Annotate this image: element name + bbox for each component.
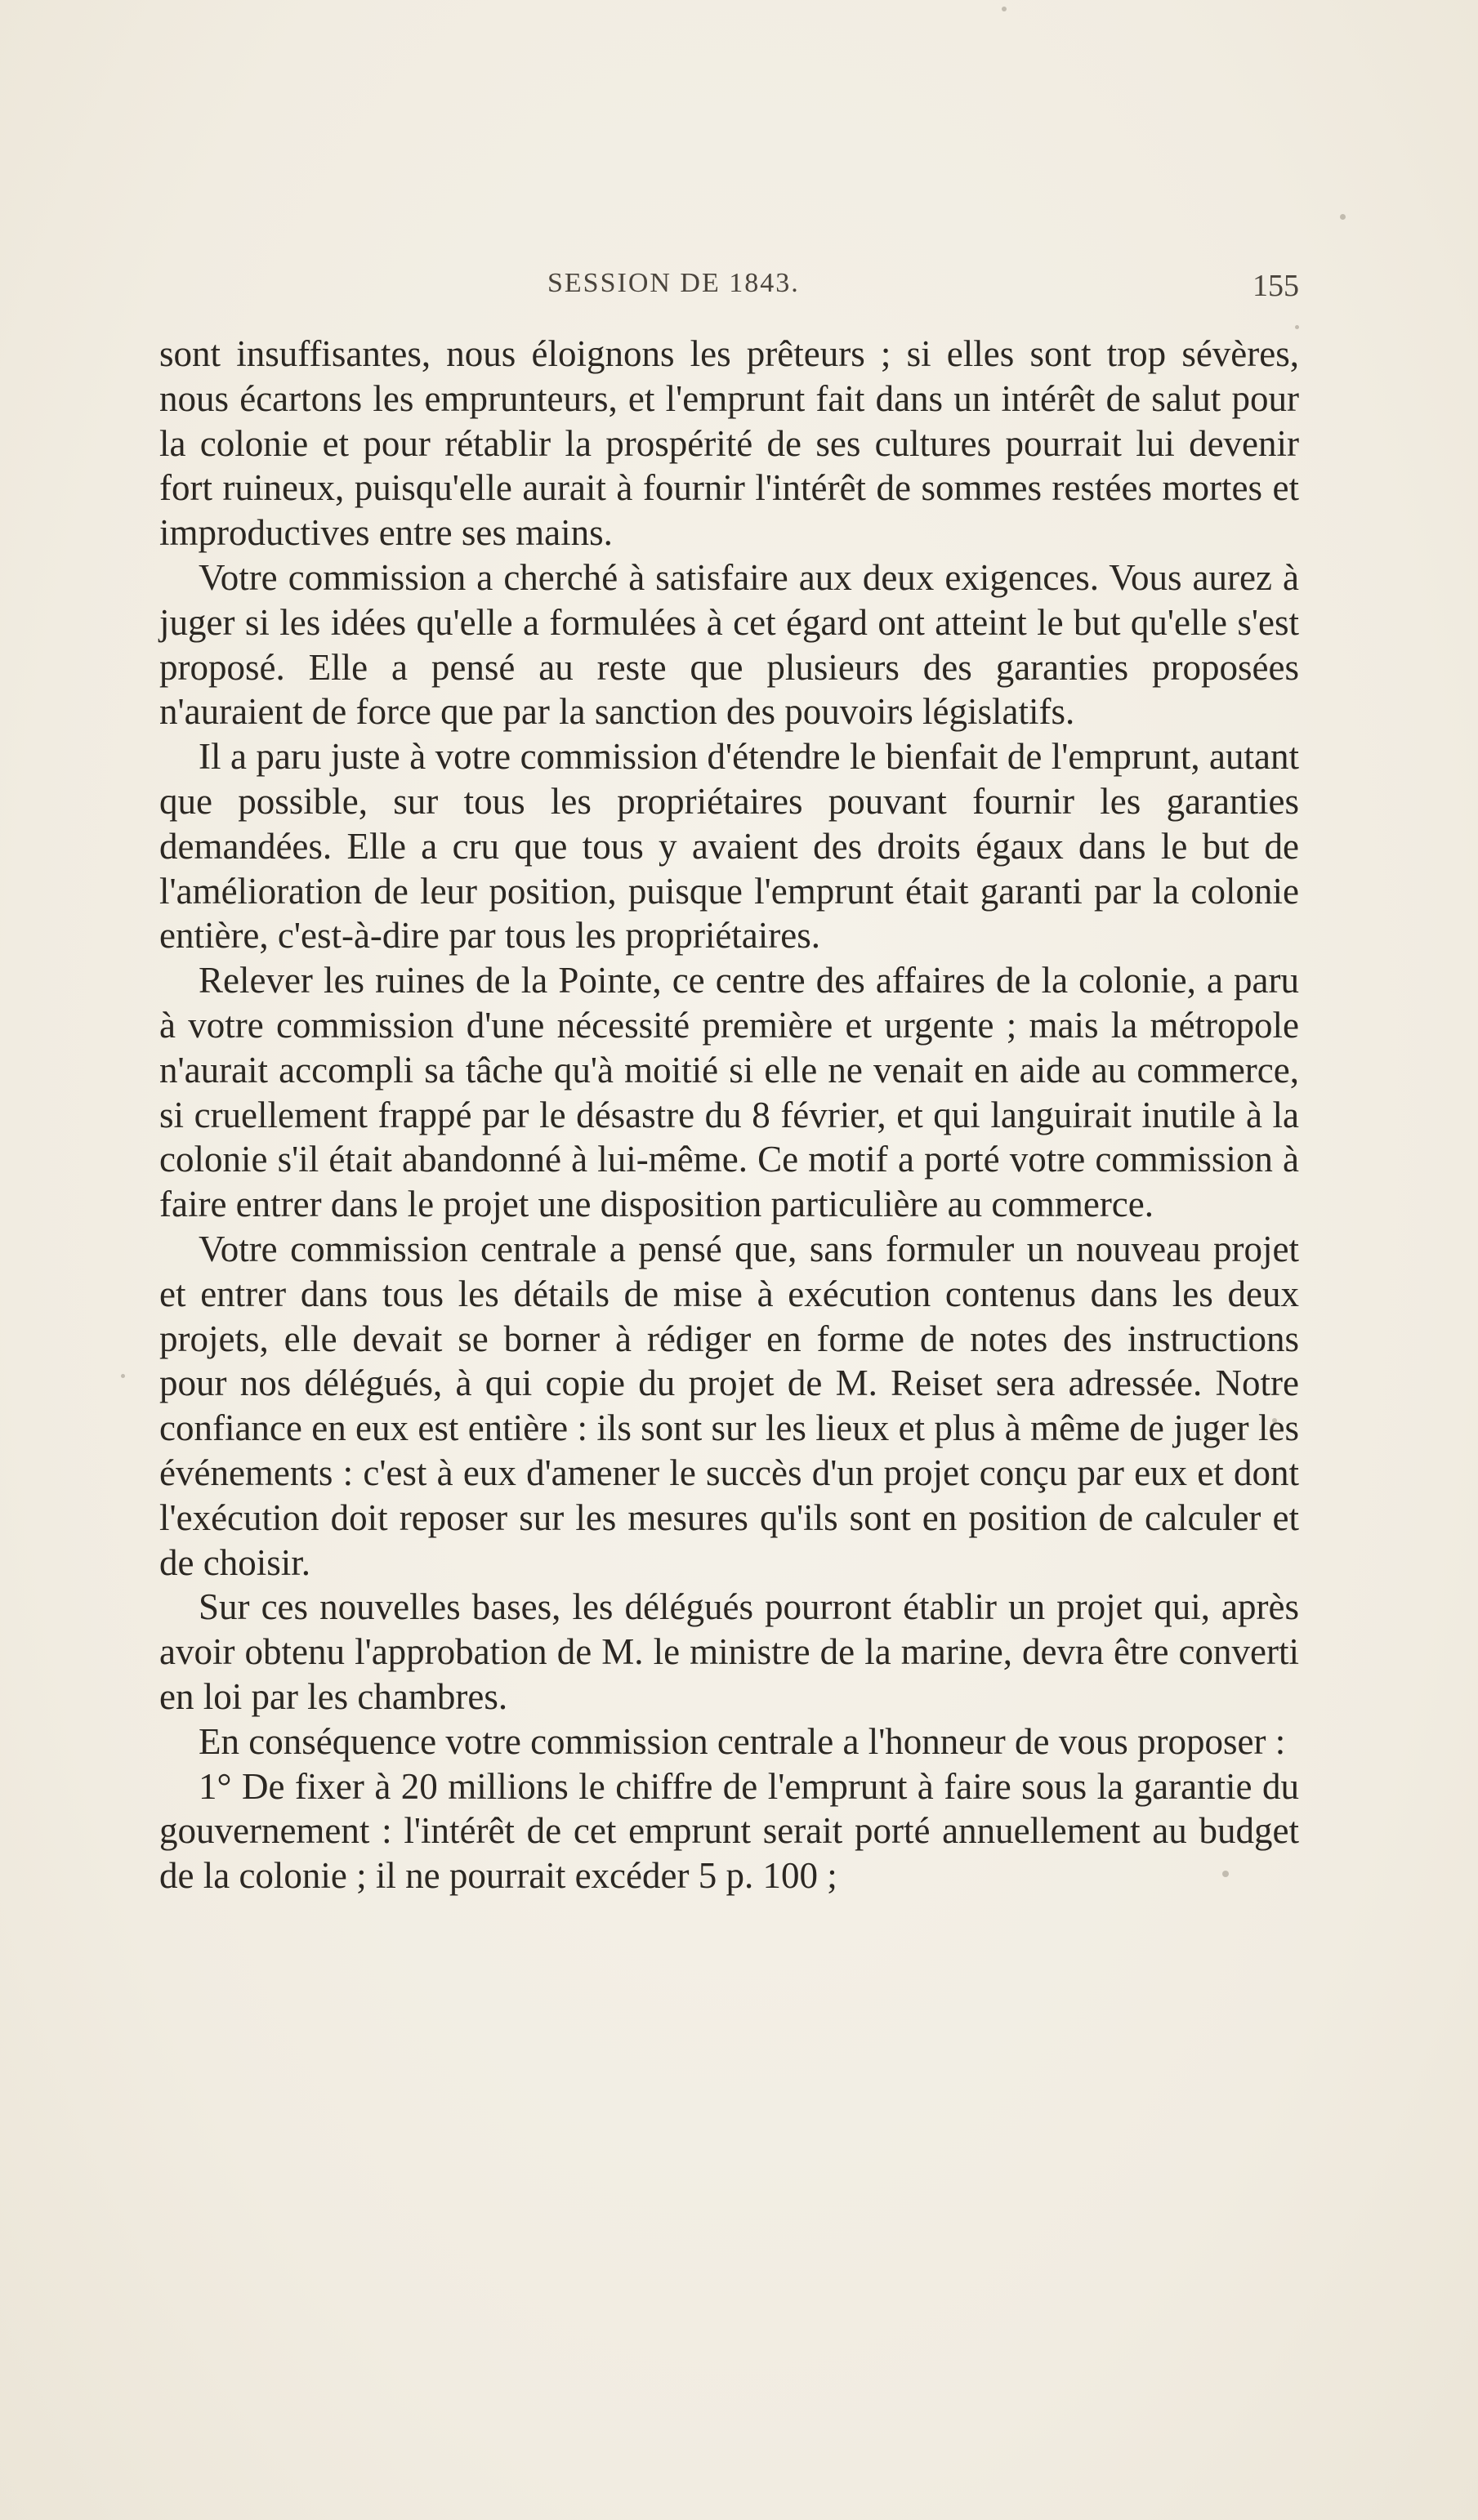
list-item: 1° De fixer à 20 millions le chiffre de l'emprunt à faire sous la garantie du gouvernement : l'intérêt de cet emprunt serait porté annuellement au budget de la colonie ; il ne pourrait excéder 5 p. 100 ; (159, 1765, 1299, 1897)
paper-speck (1002, 7, 1007, 11)
paragraph: Sur ces nouvelles bases, les délégués pourront établir un projet qui, après avoir obtenu l'approbation de M. le ministre de la marine, devra être converti en loi par les chambres. (159, 1586, 1299, 1717)
body-text (159, 332, 1299, 1898)
page-number: 155 (1253, 269, 1299, 303)
paragraph: Relever les ruines de la Pointe, ce centre des affaires de la colonie, a paru à votre commission d'une nécessité première et urgente ; mais la métropole n'aurait accompli sa tâche qu'à moitié si elle ne venait en aide au commerce, si cruellement frappé par le désastre du 8 février, et qui languirait inutile à la colonie s'il était abandonné à lui-même. Ce motif a porté votre commission à faire entrer dans le projet une disposition particulière au commerce. (159, 960, 1299, 1225)
paper-speck (1340, 214, 1346, 220)
paragraph: Il a paru juste à votre commission d'étendre le bienfait de l'emprunt, autant que possible, sur tous les propriétaires pouvant fournir les garanties demandées. Elle a cru que tous y avaient des droits égaux dans le but de l'amélioration de leur position, puisque l'emprunt était garanti par la colonie entière, c'est-à-dire par tous les propriétaires. (159, 736, 1299, 957)
paragraph: Votre commission a cherché à satisfaire aux deux exigences. Vous aurez à juger si les idées qu'elle a formulées à cet égard ont atteint le but qu'elle s'est proposé. Elle a pensé au reste que plusieurs des garanties proposées n'auraient de force que par la sanction des pouvoirs législatifs. (159, 556, 1299, 733)
paper-speck (1272, 1418, 1277, 1423)
paragraph: En conséquence votre commission centrale a l'honneur de vous proposer : (199, 1720, 1286, 1762)
running-title: SESSION DE 1843. (547, 268, 800, 298)
paper-speck (1295, 325, 1299, 329)
paragraph-continuation: sont insuffisantes, nous éloignons les prêteurs ; si elles sont trop sévères, nous écartons les emprunteurs, et l'emprunt fait dans un intérêt de salut pour la colonie et pour rétablir la prospérité de ses cultures pourrait lui devenir fort ruineux, puisqu'elle aurait à fournir l'intérêt de sommes restées mortes et improductives entre ses mains. (159, 333, 1299, 554)
page-header (159, 268, 1299, 310)
paragraph: Votre commission centrale a pensé que, sans formuler un nouveau projet et entrer dans tous les détails de mise à exécution contenus dans les deux projets, elle devait se borner à rédiger en forme de notes des instructions pour nos délégués, à qui copie du projet de M. Reiset sera adressée. Notre confiance en eux est entière : ils sont sur les lieux et plus à même de juger les événements : c'est à eux d'amener le succès d'un projet conçu par eux et dont l'exécution doit reposer sur les mesures qu'ils sont en position de calculer et de choisir. (159, 1228, 1299, 1583)
paper-speck (121, 1374, 125, 1378)
paper-speck (1222, 1871, 1229, 1877)
